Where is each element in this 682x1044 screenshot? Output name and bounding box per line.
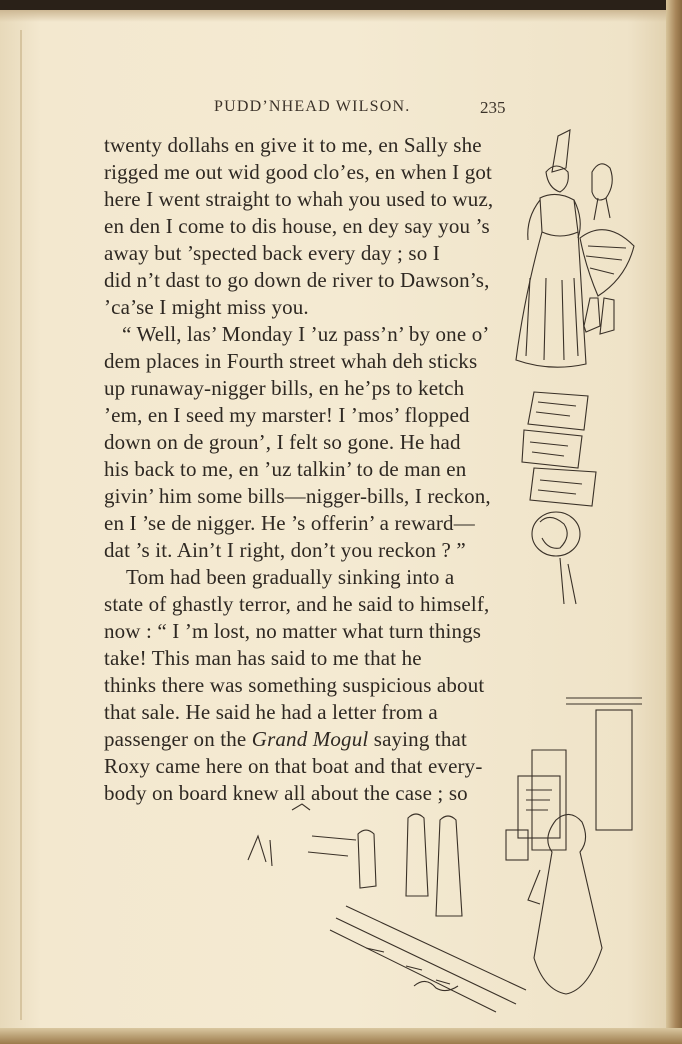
ship-name: Grand Mogul bbox=[251, 727, 369, 751]
stems bbox=[560, 558, 576, 604]
pedestrian-figure bbox=[358, 830, 376, 888]
text-line: dat ’s it. Ain’t I right, don’t you reckon ? ” bbox=[104, 538, 466, 562]
bill-text-strokes bbox=[530, 402, 582, 494]
posted-bill-large bbox=[518, 776, 560, 838]
bill-3 bbox=[530, 468, 596, 506]
gutter-line bbox=[20, 30, 22, 1020]
background-lines bbox=[308, 836, 356, 856]
right-binding-edge bbox=[666, 0, 682, 1044]
text-line: ’ca’se I might miss you. bbox=[104, 295, 309, 319]
shoes bbox=[584, 298, 614, 334]
runaway-bills-illustration bbox=[520, 372, 606, 608]
text-line: his back to me, en ’uz talkin’ to de man en bbox=[104, 457, 467, 481]
shawl bbox=[580, 230, 634, 296]
text-line: now : “ I ’m lost, no matter what turn things bbox=[104, 619, 482, 643]
running-title: PUDD’NHEAD WILSON. bbox=[214, 98, 411, 115]
woman-basket-arm bbox=[528, 870, 540, 904]
text-line: dem places in Fourth street whah deh sticks bbox=[104, 349, 478, 373]
text-line: did n’t dast to go down de river to Dawson’s, bbox=[104, 268, 490, 292]
sidewalk-lines bbox=[330, 906, 526, 1012]
foliage-detail bbox=[540, 517, 567, 548]
skirt-folds bbox=[526, 278, 578, 360]
posted-bill-small bbox=[506, 830, 528, 860]
text-line: en I ’se de nigger. He ’s offerin’ a reward— bbox=[104, 511, 475, 535]
text-line: rigged me out wid good clo’es, en when I got bbox=[104, 160, 493, 184]
text-line: givin’ him some bills—nigger-bills, I reckon, bbox=[104, 484, 491, 508]
woman-in-shawl bbox=[534, 814, 602, 994]
head bbox=[546, 166, 568, 192]
hat bbox=[592, 164, 612, 200]
text-line: up runaway-nigger bills, en he’ps to ketch bbox=[104, 376, 465, 400]
text-line: thinks there was something suspicious about bbox=[104, 673, 485, 697]
bodice bbox=[540, 194, 578, 236]
text-line: state of ghastly terror, and he said to himself, bbox=[104, 592, 490, 616]
text-line: here I went straight to whah you used to wuz, bbox=[104, 187, 494, 211]
top-shadow bbox=[0, 10, 682, 22]
bottom-binding-edge bbox=[0, 1028, 682, 1044]
shawl-fringe bbox=[586, 246, 626, 274]
text-line: that sale. He said he had a letter from a bbox=[104, 700, 438, 724]
awning bbox=[566, 698, 642, 704]
bird-mark bbox=[292, 804, 310, 810]
text-line: Roxy came here on that boat and that every- bbox=[104, 754, 483, 778]
text-line: ’em, en I seed my marster! I ’mos’ flopped bbox=[104, 403, 470, 427]
man-in-top-hat bbox=[406, 814, 428, 896]
distant-figures bbox=[248, 836, 272, 866]
bill-1 bbox=[528, 392, 588, 430]
page-number: 235 bbox=[480, 98, 506, 117]
man-receiving-bills bbox=[436, 816, 462, 916]
top-dark-edge bbox=[0, 0, 682, 10]
text-line: en den I come to dis house, en dey say you ’s bbox=[104, 214, 490, 238]
text-line: twenty dollahs en give it to me, en Sally she bbox=[104, 133, 482, 157]
text-line: take! This man has said to me that he bbox=[104, 646, 422, 670]
text-line: body on board knew all about the case ; so bbox=[104, 781, 468, 805]
text-run: saying that bbox=[368, 727, 467, 751]
bill-2 bbox=[522, 430, 582, 468]
text-run: passenger on the bbox=[104, 727, 252, 751]
text-line: “ Well, las’ Monday I ’uz pass’n’ by one o’ bbox=[122, 322, 490, 346]
posted-bill-text bbox=[526, 790, 552, 810]
shop-window bbox=[596, 710, 632, 830]
street-scene-illustration bbox=[236, 690, 646, 1020]
text-line: down on de groun’, I felt so gone. He had bbox=[104, 430, 461, 454]
text-line: away but ’spected back every day ; so I bbox=[104, 241, 440, 265]
hat-ribbons bbox=[594, 198, 610, 220]
woman-with-bonnet-illustration bbox=[506, 128, 642, 374]
running-head bbox=[104, 98, 514, 124]
text-line: Tom had been gradually sinking into a bbox=[126, 565, 455, 589]
